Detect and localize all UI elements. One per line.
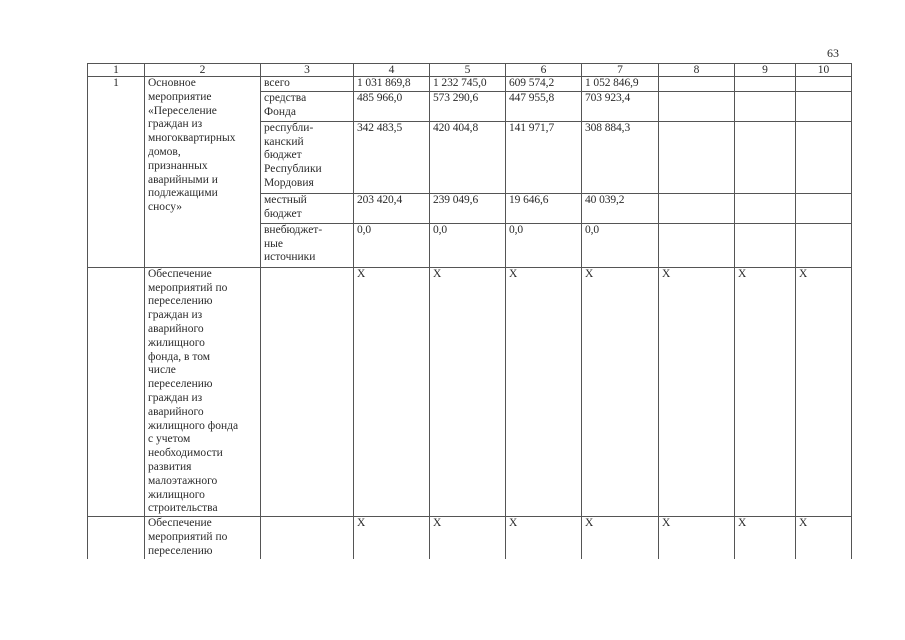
- funding-source-label: [261, 91, 354, 121]
- measure-title: [145, 517, 261, 559]
- funding-value: 342 483,5: [354, 121, 430, 193]
- not-applicable-mark: X: [796, 267, 852, 516]
- not-applicable-mark: X: [354, 267, 430, 516]
- empty-cell: [735, 193, 796, 223]
- empty-cell: [735, 77, 796, 92]
- empty-cell: [796, 91, 852, 121]
- funding-source-label-line: Фонда: [264, 105, 296, 118]
- funding-source-label-line: источники: [264, 251, 316, 264]
- not-applicable-mark: X: [354, 517, 430, 559]
- funding-source-label-line: внебюджет-: [264, 223, 323, 236]
- measure-title-line: мероприятий по: [148, 281, 228, 294]
- measure-title-line: сносу»: [148, 201, 183, 214]
- measure-title-line: мероприятий по: [148, 530, 228, 543]
- measure-title-line: аварийного: [148, 405, 204, 418]
- not-applicable-mark: X: [735, 267, 796, 516]
- measure-title-line: мероприятие: [148, 90, 212, 103]
- measure-title-line: подлежащими: [148, 187, 218, 200]
- funding-source-label-line: бюджет: [264, 207, 302, 220]
- column-number-header: 6: [506, 64, 582, 77]
- measure-title-line: переселению: [148, 544, 213, 557]
- table-row: [88, 267, 852, 516]
- funding-source-label-line: республи-: [264, 121, 314, 134]
- not-applicable-mark: X: [506, 517, 582, 559]
- measure-title-line: Обеспечение: [148, 517, 212, 530]
- funding-source-label: [261, 223, 354, 267]
- measure-title-line: жилищного: [148, 336, 205, 349]
- funding-value: 19 646,6: [506, 193, 582, 223]
- empty-cell: [659, 223, 735, 267]
- column-number-header: 10: [796, 64, 852, 77]
- row-number-empty: [88, 517, 145, 559]
- measure-title-line: развития: [148, 460, 192, 473]
- funding-source-label-line: бюджет: [264, 149, 302, 162]
- measure-title-line: граждан из: [148, 391, 203, 404]
- funding-value: 40 039,2: [582, 193, 659, 223]
- column-number-header: 1: [88, 64, 145, 77]
- funding-value: 308 884,3: [582, 121, 659, 193]
- not-applicable-mark: X: [582, 517, 659, 559]
- measure-title-line: с учетом: [148, 433, 191, 446]
- column-number-header: 7: [582, 64, 659, 77]
- funding-value: 203 420,4: [354, 193, 430, 223]
- funding-source-label: [261, 77, 354, 92]
- funding-value: 1 232 745,0: [430, 77, 506, 92]
- measure-title-line: граждан из: [148, 309, 203, 322]
- funding-value: 609 574,2: [506, 77, 582, 92]
- budget-table: [87, 63, 852, 559]
- measure-title-line: Обеспечение: [148, 267, 212, 280]
- not-applicable-mark: X: [506, 267, 582, 516]
- header-row: [88, 64, 852, 77]
- measure-title-line: переселению: [148, 295, 213, 308]
- measure-title-line: граждан из: [148, 118, 203, 131]
- funding-source-label-line: средства: [264, 91, 307, 104]
- funding-value: 420 404,8: [430, 121, 506, 193]
- column-number-header: 8: [659, 64, 735, 77]
- measure-title-line: Основное: [148, 77, 196, 89]
- funding-value: 1 052 846,9: [582, 77, 659, 92]
- empty-cell: [659, 77, 735, 92]
- funding-value: 0,0: [354, 223, 430, 267]
- row-number: 1: [88, 77, 145, 268]
- funding-value: 239 049,6: [430, 193, 506, 223]
- row-number-empty: [88, 267, 145, 516]
- measure-title-line: многоквартирных: [148, 132, 236, 145]
- measure-title: [145, 267, 261, 516]
- funding-value: 485 966,0: [354, 91, 430, 121]
- measure-title-line: аварийными и: [148, 173, 218, 186]
- column-number-header: 4: [354, 64, 430, 77]
- funding-source-label-line: всего: [264, 77, 290, 89]
- measure-title-line: необходимости: [148, 447, 223, 460]
- empty-cell: [735, 91, 796, 121]
- measure-title-line: домов,: [148, 145, 181, 158]
- measure-title-line: признанных: [148, 159, 208, 172]
- empty-cell: [659, 91, 735, 121]
- measure-title: [145, 77, 261, 268]
- measure-title-line: жилищного фонда: [148, 419, 239, 432]
- not-applicable-mark: X: [735, 517, 796, 559]
- table-row: [88, 517, 852, 559]
- funding-source-label-line: канский: [264, 135, 304, 148]
- not-applicable-mark: X: [659, 267, 735, 516]
- not-applicable-mark: X: [582, 267, 659, 516]
- funding-value: 141 971,7: [506, 121, 582, 193]
- funding-value: 1 031 869,8: [354, 77, 430, 92]
- funding-source-label: [261, 193, 354, 223]
- funding-source-label-line: Республики: [264, 163, 322, 176]
- not-applicable-mark: X: [430, 267, 506, 516]
- measure-title-line: фонда, в том: [148, 350, 211, 363]
- measure-title-line: жилищного: [148, 488, 205, 501]
- funding-source-empty: [261, 267, 354, 516]
- empty-cell: [796, 193, 852, 223]
- funding-value: 0,0: [506, 223, 582, 267]
- column-number-header: 9: [735, 64, 796, 77]
- measure-title-line: «Переселение: [148, 104, 217, 117]
- measure-title-line: числе: [148, 364, 176, 377]
- funding-source-label-line: местный: [264, 193, 307, 206]
- empty-cell: [796, 121, 852, 193]
- measure-title-line: строительства: [148, 502, 218, 515]
- table-row: [88, 77, 852, 92]
- column-number-header: 3: [261, 64, 354, 77]
- empty-cell: [796, 223, 852, 267]
- empty-cell: [796, 77, 852, 92]
- not-applicable-mark: X: [430, 517, 506, 559]
- funding-value: 703 923,4: [582, 91, 659, 121]
- not-applicable-mark: X: [659, 517, 735, 559]
- funding-source-label: [261, 121, 354, 193]
- measure-title-line: переселению: [148, 378, 213, 391]
- funding-value: 573 290,6: [430, 91, 506, 121]
- measure-title-line: малоэтажного: [148, 474, 218, 487]
- funding-value: 0,0: [582, 223, 659, 267]
- measure-title-line: аварийного: [148, 322, 204, 335]
- empty-cell: [735, 121, 796, 193]
- empty-cell: [659, 121, 735, 193]
- funding-source-empty: [261, 517, 354, 559]
- funding-value: 0,0: [430, 223, 506, 267]
- column-number-header: 2: [145, 64, 261, 77]
- column-number-header: 5: [430, 64, 506, 77]
- funding-source-label-line: Мордовия: [264, 176, 314, 189]
- empty-cell: [735, 223, 796, 267]
- funding-value: 447 955,8: [506, 91, 582, 121]
- funding-source-label-line: ные: [264, 237, 283, 250]
- empty-cell: [659, 193, 735, 223]
- not-applicable-mark: X: [796, 517, 852, 559]
- page-number: 63: [827, 46, 839, 60]
